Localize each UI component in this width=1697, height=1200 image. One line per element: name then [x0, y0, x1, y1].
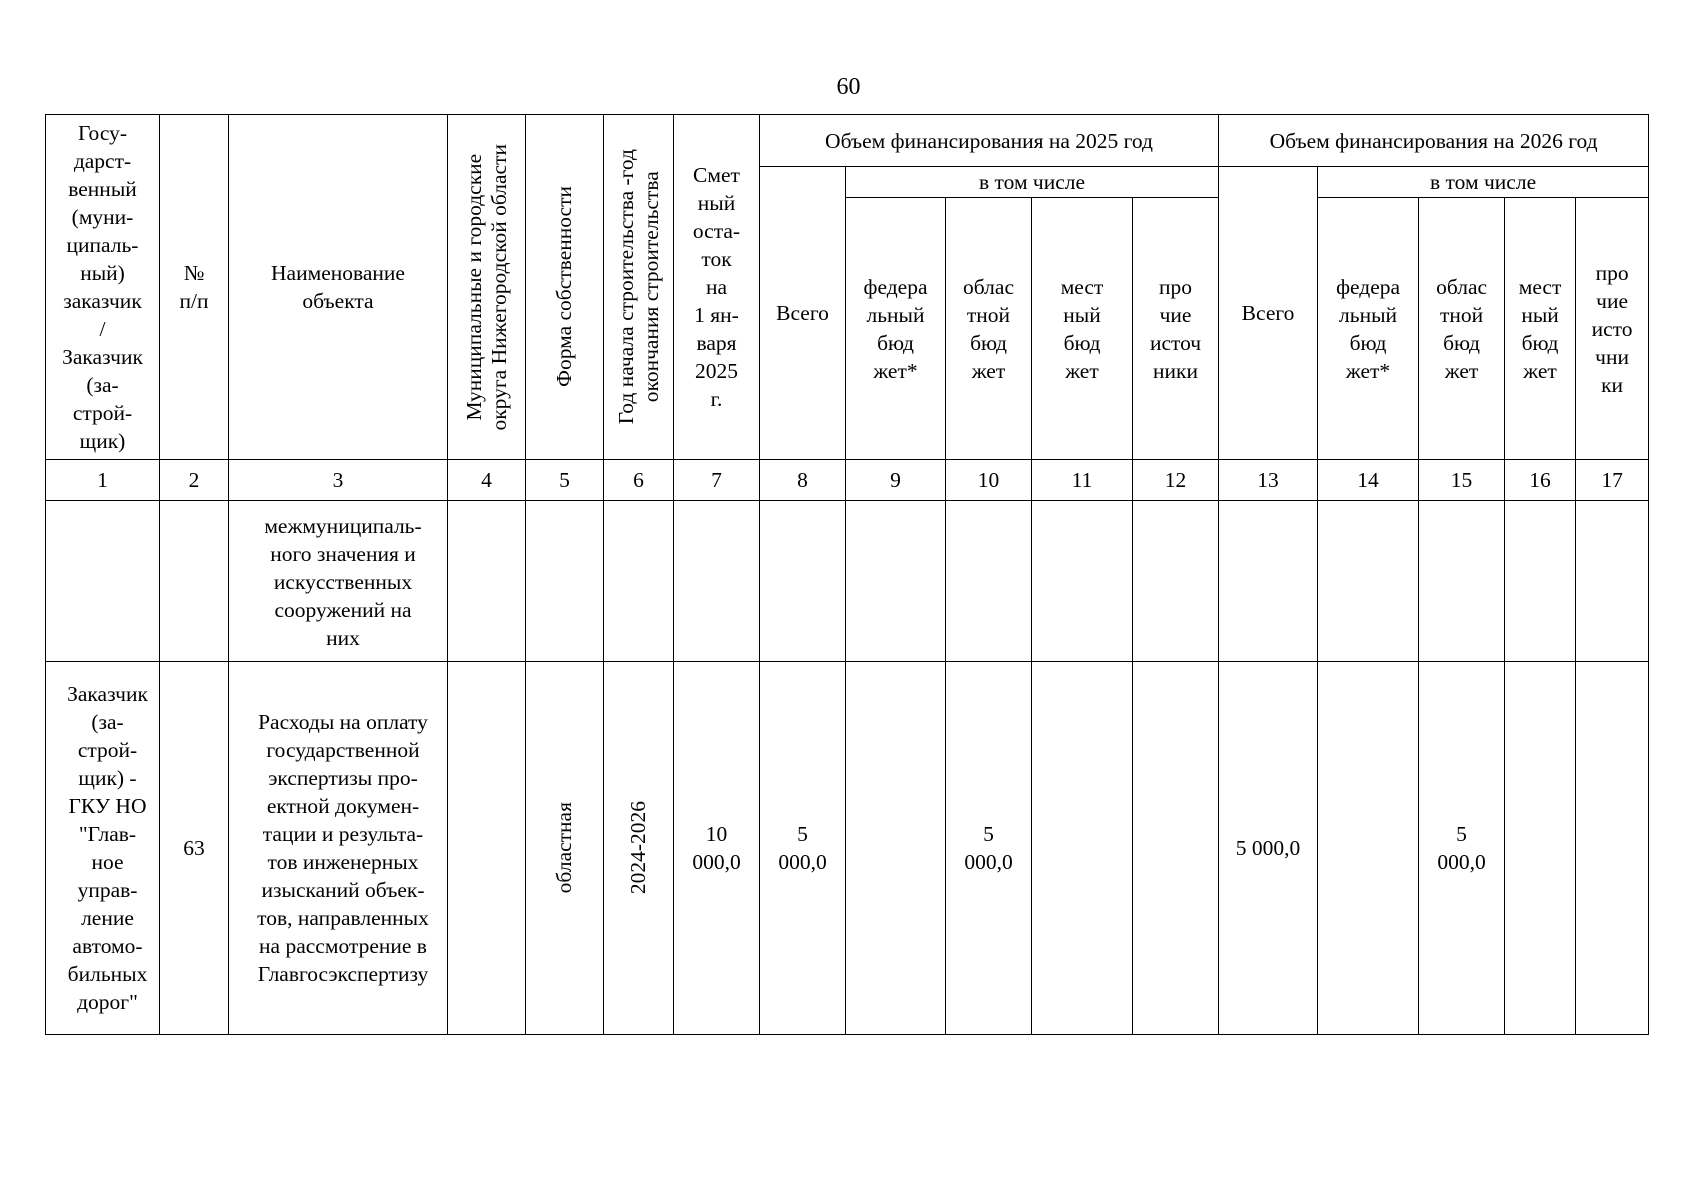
column-number: 13 — [1219, 460, 1318, 501]
header-ownership: Форма собственности — [526, 115, 604, 460]
column-number: 1 — [46, 460, 160, 501]
header-local-2026: мест ный бюд жет — [1505, 198, 1576, 460]
row-object-name: Расходы на оплату государственной экспертизы про- ектной докумен- тации и результа- тов инженерных изысканий объек- тов, направленных на рассмотрение в Главгосэкспертизу — [229, 662, 448, 1035]
row-customer: Заказчик (за- строй- щик) - ГКУ НО "Глав- ное управ- ление автомо- бильных дорог" — [46, 662, 160, 1035]
column-number: 7 — [674, 460, 760, 501]
header-local-2025: мест ный бюд жет — [1032, 198, 1133, 460]
row-federal-2026 — [1318, 501, 1419, 662]
row-estimated-balance: 10 000,0 — [674, 662, 760, 1035]
row-ownership — [526, 501, 604, 662]
column-number: 2 — [160, 460, 229, 501]
row-other-2026 — [1576, 501, 1649, 662]
column-number: 8 — [760, 460, 846, 501]
row-regional-2025 — [946, 501, 1032, 662]
header-including-2025: в том числе — [846, 167, 1219, 198]
column-number: 11 — [1032, 460, 1133, 501]
row-total-2026 — [1219, 501, 1318, 662]
header-object-name: Наименование объекта — [229, 115, 448, 460]
row-total-2025 — [760, 501, 846, 662]
header-federal-2026: федера льный бюд жет* — [1318, 198, 1419, 460]
column-number: 3 — [229, 460, 448, 501]
column-number: 14 — [1318, 460, 1419, 501]
header-row-1 — [46, 115, 1649, 167]
header-number: № п/п — [160, 115, 229, 460]
page-number: 60 — [836, 74, 861, 100]
row-local-2025 — [1032, 662, 1133, 1035]
table-row — [46, 501, 1649, 662]
table-row — [46, 662, 1649, 1035]
header-regional-2025: облас тной бюд жет — [946, 198, 1032, 460]
row-federal-2025 — [846, 501, 946, 662]
row-regional-2025: 5 000,0 — [946, 662, 1032, 1035]
header-including-2026: в том числе — [1318, 167, 1649, 198]
column-number: 15 — [1419, 460, 1505, 501]
row-local-2025 — [1032, 501, 1133, 662]
row-ownership: областная — [526, 662, 604, 1035]
header-customer: Госу- дарст- венный (муни- ципаль- ный) заказчик / Заказчик (за- строй- щик) — [46, 115, 160, 460]
row-total-2025: 5 000,0 — [760, 662, 846, 1035]
column-number: 12 — [1133, 460, 1219, 501]
column-number: 16 — [1505, 460, 1576, 501]
column-number: 9 — [846, 460, 946, 501]
financing-table — [45, 114, 1649, 1035]
header-funding-2026: Объем финансирования на 2026 год — [1219, 115, 1649, 167]
header-funding-2025: Объем финансирования на 2025 год — [760, 115, 1219, 167]
row-customer — [46, 501, 160, 662]
header-construction-years: Год начала строительства -год окончания строительства — [604, 115, 674, 460]
row-regional-2026: 5 000,0 — [1419, 662, 1505, 1035]
column-number: 4 — [448, 460, 526, 501]
header-regional-2026: облас тной бюд жет — [1419, 198, 1505, 460]
row-local-2026 — [1505, 501, 1576, 662]
column-number: 6 — [604, 460, 674, 501]
row-number — [160, 501, 229, 662]
column-number: 17 — [1576, 460, 1649, 501]
row-other-2026 — [1576, 662, 1649, 1035]
row-regional-2026 — [1419, 501, 1505, 662]
row-estimated-balance — [674, 501, 760, 662]
row-local-2026 — [1505, 662, 1576, 1035]
header-municipalities: Муниципальные и городские округа Нижегородской области — [448, 115, 526, 460]
column-number: 10 — [946, 460, 1032, 501]
header-other-2026: про чие исто чни ки — [1576, 198, 1649, 460]
header-total-2026: Всего — [1219, 167, 1318, 460]
row-other-2025 — [1133, 501, 1219, 662]
column-number-row — [46, 460, 1649, 501]
header-other-2025: про чие источ ники — [1133, 198, 1219, 460]
row-object-name: межмуниципаль- ного значения и искусственных сооружений на них — [229, 501, 448, 662]
row-years: 2024-2026 — [604, 662, 674, 1035]
row-number: 63 — [160, 662, 229, 1035]
column-number: 5 — [526, 460, 604, 501]
row-other-2025 — [1133, 662, 1219, 1035]
row-federal-2026 — [1318, 662, 1419, 1035]
row-federal-2025 — [846, 662, 946, 1035]
row-municipalities — [448, 501, 526, 662]
header-federal-2025: федера льный бюд жет* — [846, 198, 946, 460]
row-municipalities — [448, 662, 526, 1035]
header-estimated-balance: Смет ный оста- ток на 1 ян- варя 2025 г. — [674, 115, 760, 460]
row-total-2026: 5 000,0 — [1219, 662, 1318, 1035]
row-years — [604, 501, 674, 662]
header-total-2025: Всего — [760, 167, 846, 460]
